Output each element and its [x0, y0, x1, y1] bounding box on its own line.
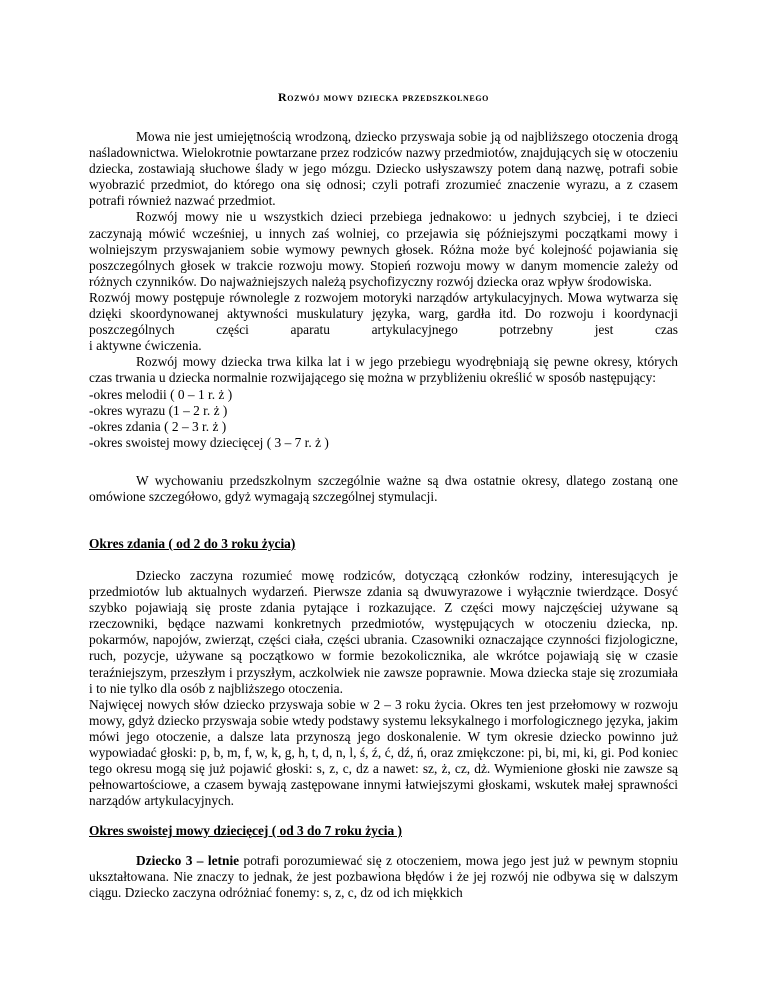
intro-section [89, 129, 678, 451]
intro-paragraph-3-end: i aktywne ćwiczenia. [89, 338, 202, 354]
list-item: -okres zdania ( 2 – 3 r. ż ) [89, 418, 227, 434]
intro-summary [89, 473, 678, 505]
section-heading: Okres swoistej mowy dziecięcej ( od 3 do 7 roku życia ) [89, 823, 403, 838]
intro-paragraph-4: Rozwój mowy dziecka trwa kilka lat i w jego przebiegu wyodrębniają się pewne okresy, których czas trwania u dziecka normalnie rozwijającego się można w przybliżeniu określić w sposób następujący: [89, 354, 678, 386]
section-1-paragraph-2: Najwięcej nowych słów dziecko przyswaja sobie w 2 – 3 roku życia. Okres ten jest przełomowy w rozwoju mowy, gdyż dziecko przyswaja sobie wtedy podstawy systemu leksykalnego i morfologicznego języka, jakim mówi jego otoczenie, a dalsze lata przynoszą jego doskonalenie. W tym okresie dziecko powinno już wypowiadać głoski: p, b, m, f, w, k, g, h, t, d, n, l, ś, ź, ć, dź, ń, oraz zmiękczone: pi, bi, mi, ki, gi. Pod koniec tego okresu mogą się już pojawić głoski: s, z, c, dz a nawet: sz, ż, cz, dż. Wymienione głoski nie zawsze są pełnowartościowe, a czasem bywają zastępowane innymi łatwiejszymi głoskami, wskutek małej sprawności narządów artykulacyjnych. [89, 696, 678, 809]
intro-paragraph-2: Rozwój mowy nie u wszystkich dzieci przebiega jednakowo: u jednych szybciej, i te dzieci zaczynają mówić wcześniej, u innych zaś wolniej, co przejawia się późniejszymi początkami mowy i wolniejszym przyswajaniem sobie wymowy pewnych głosek. Różna może być kolejność pojawiania się poszczególnych głosek w trakcie rozwoju mowy. Stopień rozwoju mowy w danym momencie zależy od różnych czynników. Do najważniejszych należą psychofizyczny rozwój dziecka oraz wpływ środowiska. [89, 209, 678, 289]
section-swoista-mowa [89, 823, 678, 839]
section-okres-zdania [89, 536, 678, 552]
paragraph-text: potrafi porozumiewać się z otoczeniem, mowa jego jest już w pewnym stopniu ukształtowana. Nie znaczy to jednak, że jest pozbawiona błędów i że jej rozwój nie odbywa się w dalszym ciągu. Dziecko zaczyna odróżniać fonemy: s, z, c, dz od ich miękkich [89, 853, 678, 901]
list-item: -okres wyrazu (1 – 2 r. ż ) [89, 402, 228, 418]
page-title: Rozwój mowy dziecka przedszkolnego [278, 90, 489, 104]
lead-phrase: Dziecko 3 – letnie [136, 853, 240, 868]
section-1-paragraph-1: Dziecko zaczyna rozumieć mowę rodziców, dotyczącą członków rodziny, interesujących je przedmiotów lub aktualnych wydarzeń. Pierwsze zdania są dwuwyrazowe i wyłącznie twierdzące. Dosyć szybko pojawiają się proste zdania pytające i rozkazujące. Z części mowy najczęściej używane są rzeczowniki, będące nazwami konkretnych przedmiotów, występujących w otoczeniu dziecka, np. pokarmów, napojów, zwierząt, części ciała, części ubrania. Czasowniki oznaczające czynności fizjologiczne, ruch, pozycje, używane są początkowo w formie bezokolicznika, ale wkrótce pojawiają się w czasie teraźniejszym, przeszłym i przyszłym, aczkolwiek nie zawsze poprawnie. Mowa dziecka staje się zrozumiała i to nie tylko dla osób z najbliższego otoczenia. [89, 568, 678, 696]
period-list [89, 387, 678, 451]
section-2-paragraph-1 [89, 853, 678, 901]
section-1-body [89, 568, 678, 809]
section-2-body [89, 853, 678, 901]
intro-paragraph-3: Rozwój mowy postępuje równolegle z rozwojem motoryki narządów artykulacyjnych. Mowa wytwarza się dzięki skoordynowanej aktywności muskulatury języka, warg, gardła itd. Do rozwoju i koordynacji poszczególnych części aparatu artykulacyjnego potrzebny jest czas [89, 289, 678, 338]
section-heading: Okres zdania ( od 2 do 3 roku życia) [89, 536, 296, 551]
list-item: -okres swoistej mowy dziecięcej ( 3 – 7 r. ż ) [89, 434, 329, 450]
intro-paragraph-5: W wychowaniu przedszkolnym szczególnie ważne są dwa ostatnie okresy, dlatego zostaną one omówione szczegółowo, gdyż wymagają szczególnej stymulacji. [89, 473, 678, 505]
intro-paragraph-1: Mowa nie jest umiejętnością wrodzoną, dziecko przyswaja sobie ją od najbliższego otoczenia drogą naśladownictwa. Wielokrotnie powtarzane przez rodziców nazwy przedmiotów, znajdujących się w otoczeniu dziecka, zostawiają słuchowe ślady w jego mózgu. Dziecko usłyszawszy potem daną nazwę, potrafi sobie wyobrazić przedmiot, do którego ona się odnosi; czyli potrafi zrozumieć znaczenie wyrazu, a z czasem potrafi również nazwać przedmiot. [89, 129, 678, 209]
list-item: -okres melodii ( 0 – 1 r. ż ) [89, 386, 233, 402]
